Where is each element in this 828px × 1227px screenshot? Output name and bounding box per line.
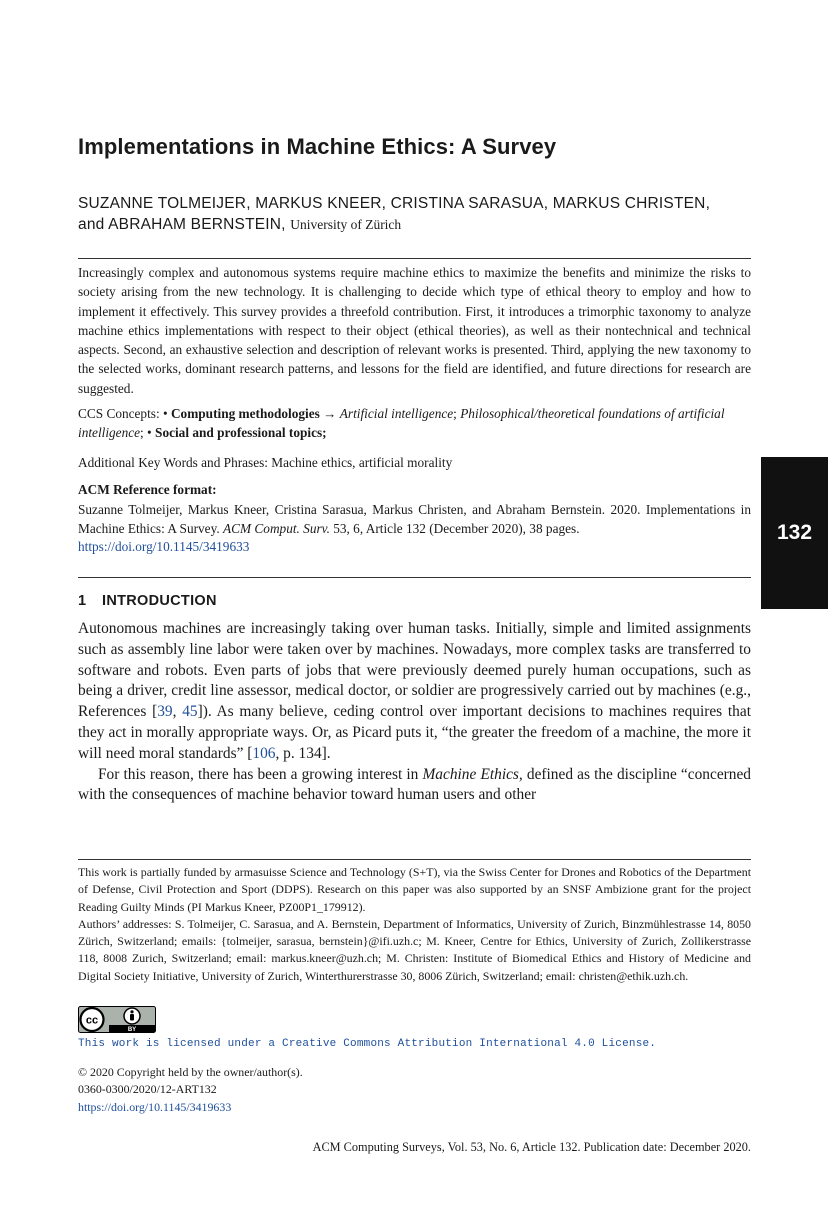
ccs-label: CCS Concepts: • <box>78 406 168 421</box>
footer-doi-link[interactable]: https://doi.org/10.1145/3419633 <box>78 1099 232 1114</box>
citation-sep: , <box>172 703 183 721</box>
intro-p2-text-a: For this reason, there has been a growing interest in <box>98 765 423 783</box>
footnote-divider <box>78 859 751 860</box>
ccs-concept-1: Computing methodologies <box>170 406 320 421</box>
cc-by-badge-icon[interactable] <box>78 1006 156 1033</box>
authors-line-2: and ABRAHAM BERNSTEIN, <box>78 216 286 233</box>
top-divider <box>78 258 751 259</box>
acm-ref-body <box>78 501 751 557</box>
copyright-block <box>78 1064 303 1116</box>
section-heading <box>78 593 217 609</box>
intro-paragraph-1 <box>78 619 751 765</box>
intro-body <box>78 619 751 806</box>
ccs-sep-2: ; • <box>140 425 152 441</box>
abstract: Increasingly complex and autonomous systems require machine ethics to maximize the benefits and minimize the risks to society arising from the new technology. It is challenging to decide which type of ethical theory to employ and how to implement it effectively. This survey provides a threefold contribution. First, it introduces a trimorphic taxonomy to analyze machine ethics implementations with respect to their object (ethical theories), as well as their nontechnical and technical aspects. Second, an exhaustive selection and description of relevant works is presented. Third, applying the new taxonomy to the selected works, dominant research patterns, and lessons for the field are identified, and future directions for research are suggested. <box>78 265 751 396</box>
mid-divider <box>78 577 751 578</box>
acm-ref-doi-link[interactable]: https://doi.org/10.1145/3419633 <box>78 539 250 554</box>
funding-note: This work is partially funded by armasuisse Science and Technology (S+T), via the Swiss Center for Drones and Robotics of the Department of Defense, Civil Protection and Sport (DDPS). Research on this paper was also supported by an SNSF Ambizione grant for the project Reading Guilty Minds (PI Markus Kneer, PZ00P1_179912). <box>78 865 751 914</box>
license-link[interactable]: This work is licensed under a Creative Commons Attribution International 4.0 License. <box>78 1038 657 1050</box>
intro-p2-emphasis: Machine Ethics, <box>422 765 523 783</box>
intro-p2-text-b: defined as the discipline “concerned with the consequences of machine behavior toward human users and other <box>78 765 751 804</box>
intro-p1-text-c: , p. 134]. <box>275 744 331 762</box>
ccs-concept-2: Social and professional topics; <box>155 425 327 441</box>
article-number-tab: 132 <box>761 457 828 609</box>
cc-text: cc <box>85 1014 99 1027</box>
affiliation: University of Zürich <box>290 217 402 232</box>
authors-line-1: SUZANNE TOLMEIJER, MARKUS KNEER, CRISTINA SARASUA, MARKUS CHRISTEN, <box>78 195 711 212</box>
acm-ref-text: Suzanne Tolmeijer, Markus Kneer, Cristina Sarasua, Markus Christen, and Abraham Bernstein. 2020. Implementations in Machine Ethics: A Survey. <box>78 502 751 536</box>
footnote <box>78 864 751 985</box>
section-title: INTRODUCTION <box>102 593 217 609</box>
author-list <box>78 193 751 235</box>
issn-line: 0360-0300/2020/12-ART132 <box>78 1082 217 1097</box>
by-text: BY <box>127 1027 137 1033</box>
copyright-line: © 2020 Copyright held by the owner/author(s). <box>78 1065 303 1079</box>
keywords: Additional Key Words and Phrases: Machine ethics, artificial morality <box>78 455 453 470</box>
section-number: 1 <box>78 593 87 609</box>
ccs-concept-1a: Artificial intelligence <box>339 406 454 421</box>
author-addresses: Authors’ addresses: S. Tolmeijer, C. Sarasua, and A. Bernstein, Department of Informatics, University of Zurich, Binzmühlestrasse 14, 8050 Zürich, Switzerland; emails: {tolmeijer, sarasua, bernstein}@ifi.uzh.c; M. Kneer, Centre for Ethics, University of Zurich, Zollikerstrasse 118, 8008 Zurich, Switzerland; email: markus.kneer@uzh.ch; M. Christen: Institute of Biomedical Ethics and History of Medicine and Digital Society Initiative, University of Zurich, Winterthurerstrasse 30, 8006 Zürich, Switzerland; email: christen@ethik.uzh.ch. <box>78 916 751 983</box>
ccs-sep-1: ; <box>453 406 457 421</box>
ccs-concepts <box>78 404 751 443</box>
citation-link[interactable]: 106 <box>252 744 276 762</box>
citation-link[interactable]: 45 <box>182 703 198 721</box>
publication-footer: ACM Computing Surveys, Vol. 53, No. 6, Article 132. Publication date: December 2020. <box>312 1140 751 1154</box>
intro-paragraph-2 <box>78 765 751 807</box>
intro-p1-text-b: ]). As many believe, ceding control over important decisions to machines requires that they act in morally appropriate ways. Or, as Picard puts it, “the greater the freedom of a machine, the more it will need moral standards” [ <box>78 703 751 762</box>
paper-title: Implementations in Machine Ethics: A Survey <box>78 134 557 159</box>
ccs-concept-1b: Philosophical/theoretical foundations of artificial intelligence <box>78 406 725 441</box>
ccs-arrow: → <box>323 406 337 421</box>
intro-p1-text-a: Autonomous machines are increasingly taking over human tasks. Initially, simple and limited assignments such as assembly line labor were taken over by machines. Nowadays, more complex tasks are transferred to software and robots. Even parts of jobs that were previously deemed purely human occupations, such as being a driver, credit line assessor, medical doctor, or soldier are progressively carried out by machines (e.g., References [ <box>78 620 751 721</box>
acm-ref-journal: ACM Comput. Surv. <box>223 520 330 536</box>
citation-link[interactable]: 39 <box>157 703 173 721</box>
acm-ref-details: 53, 6, Article 132 (December 2020), 38 pages. <box>333 520 580 536</box>
acm-ref-heading: ACM Reference format: <box>78 482 217 497</box>
